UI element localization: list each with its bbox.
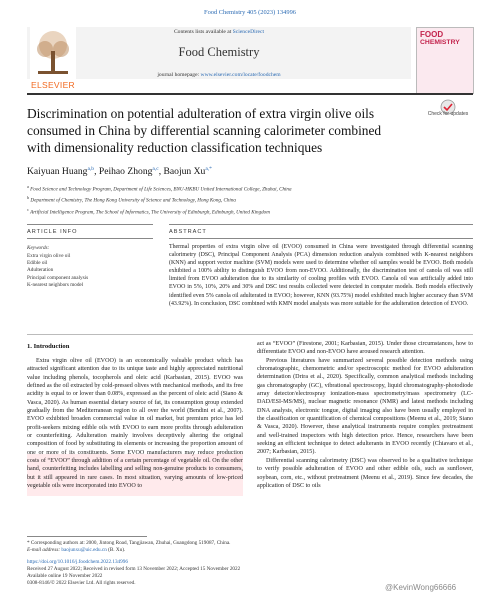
email-link[interactable]: baojunxu@uic.edu.cn: [61, 547, 107, 554]
paragraph: act as “EVOO” (Firestone, 2001; Karbasian, 2015). Under those circumstances, how to differentiate EVOO and non-EVOO have aroused research attention.: [257, 341, 473, 356]
homepage-link[interactable]: www.elsevier.com/locate/foodchem: [200, 72, 281, 78]
abstract-rule: [169, 238, 473, 239]
keyword: K-nearest neighbors model: [27, 281, 84, 288]
keywords-list: [27, 253, 88, 289]
abstract-label: ABSTRACT: [169, 229, 207, 235]
corresponding-author: * Corresponding authors at: 2000, Jintong Road, Tangjiawan, Zhuhai, Guangdong 519087, China.: [27, 540, 231, 546]
abstract-text: Thermal properties of extra virgin olive oil (EVOO) consumed in China were investigated through differential scanning calorimetry (DSC), Principal Component Analysis (PCA) dimension reduction analysis combined with K-nearest neighbors (KNN) and support vector machine (SVM) models were used to determine whether oil samples would be EVOO. Both models exhibited a 100% ability to distinguish EVOO from non-EVOO. Additionally, the discrimination test of canola oil was still limited from EVOO adulteration due to its similarity of cooling profiles with EVOO. Canola oil was artificially added into EVOO in 5%, 10%, 20% and 30% and DSC test results collected were detected in computer models. Both models effectively identified even 5% canola oil adulterated in EVOO; however, KNN (93.75%) model exhibited much higher accuracy than SVM (43.92%). In conclusion, DSC combined with KMN model analysis was more suitable for the adulteration detection of EVOO.: [169, 244, 473, 307]
paragraph: Extra virgin olive oil (EVOO) is an economically valuable product which has attracted significant attention due to its unique taste and highly appreciated nutritional value including phenols, tocopherols and oleic acid (Karbasian, 2015). EVOO was defined as the oil extracted by cold-pressed olives with mechanical methods, and its free acidity is equal to or lower than 0.08%, expressed as the percent of oleic acid (Siano & Vasca, 2020). As human essential dietary source of fat, its consumption group extended gradually from the Mediterranean region to all over the world (Bendini et al., 2007). EVOO exhibited broaden commercial value in oil market, but premium price has led profit-seekers mixing edible oils with EVOO to earn more profits through adulteration or counterfeiting. Adulteration mainly involves deceptively altering the original composition of food by substituting its elements or increasing the proportion amount of one or more of its constituents. Some EVOO manufacturers may reduce production costs of “EVOO” through addition of a certain percentage of vegetable oil. On the other hand, counterfeiting includes labelling and selling non-genuine products to consumers, but it still appeared in rare cases. In most situation, varying amounts of low-priced vegetable oils were incorporated into EVOO to: [27, 358, 243, 490]
article-title: Discrimination on potential adulteration of extra virgin olive oils consumed in China by differential scanning calorimeter combined with dimensionality reduction classification techniques: [27, 106, 382, 155]
doi-link[interactable]: https://doi.org/10.1016/j.foodchem.2022.134996: [27, 558, 128, 565]
info-rule: [27, 238, 153, 239]
author-name[interactable]: Baojun Xu: [163, 166, 206, 178]
body-column-right: [257, 340, 473, 490]
article-info-label: ARTICLE INFO: [27, 229, 78, 235]
elsevier-tree-logo: [30, 27, 76, 79]
affiliations: [27, 183, 473, 217]
affiliation-line: $^b$ Department of Chemistry, The Hong Kong University of Science and Technology, Hong Kong, China: [27, 195, 236, 204]
paragraph: Previous literatures have summarized several possible detection methods using chromatographic, chemometric and/or spectroscopic method for EVOO adulteration determination (Drira et al., 2020). Specifically, common analytical methods including gas chromatography (GC), vibrational spectroscopy, liquid chromatography-photodiode array detector/electrospray ionization-mass spectrometry/mass spectrometry (LC-DAD/ESI-MS/MS), nuclear magnetic resonance (NMR) and latest methods including DNA analysis, electronic tongue, digital imaging also have been usually employed in the classification or quantification of chemical compositions (Meenu et al., 2019; Siano & Vasca, 2020). However, these analytical instruments require complex pretreatment and well-trained inspectors with high detection price. Hence, researchers have been seeking an efficient technique to detect adulterants in EVOO recently (Chiavaro et al., 2007; Karbasian, 2015).: [257, 357, 473, 456]
section-heading-introduction: 1. Introduction: [27, 343, 70, 350]
keyword: Edible oil: [27, 260, 48, 267]
header-rule: [27, 93, 473, 95]
keyword: Adulteration: [27, 267, 54, 274]
author-affil-marker[interactable]: a,c: [152, 166, 159, 172]
paragraph: Differential scanning calorimetry (DSC) was observed to be a qualitative technique to verify possible adulteration of EVOO and other edible oils, such as sunflower, soybean, corn, etc., without pretreatment (Meenu et al., 2019). Since few decades, the application of DSC to oils: [257, 457, 473, 489]
check-updates-label[interactable]: Check for updates: [427, 111, 469, 117]
social-watermark: @KevinWong66666: [385, 583, 457, 592]
keyword: Principal component analysis: [27, 274, 89, 281]
body-rule: [27, 334, 473, 335]
affiliation-line: $^a$ Food Science and Technology Program, Department of Life Sciences, BNU-HKBU United International College, Zhuhai, China: [27, 184, 292, 193]
contents-line: Contents lists available at ScienceDirect: [173, 29, 265, 35]
abstract-rule-top: [169, 224, 473, 225]
cover-title-food: FOOD: [420, 30, 444, 39]
info-rule-top: [27, 224, 153, 225]
sciencedirect-link[interactable]: ScienceDirect: [232, 29, 265, 35]
author-list: Kaiyuan Huang$^{a,b}$, Peihao Zhong$^{a,c}$, Baojun $Xu^{a,*}$: [27, 166, 212, 178]
issn-copyright: 0308-8146/© 2022 Elsevier Ltd. All rights reserved.: [27, 580, 136, 587]
email-line: E-mail address: baojunxu@uic.edu.cn (B. Xu).: [27, 547, 126, 554]
cover-title-chemistry: CHEMISTRY: [420, 39, 460, 46]
footnote-rule: [27, 536, 147, 537]
received-dates: Received 27 August 2022; Received in revised form 13 November 2022; Accepted 15 November 2022: [27, 565, 241, 572]
homepage-line: journal homepage: www.elsevier.com/locate/foodchem: [157, 72, 281, 78]
affiliation-line: $^c$ Artificial Intelligence Program, The School of Informatics, The University of Edinburgh, Edinburgh, United Kingdom: [27, 206, 270, 216]
journal-reference[interactable]: Food Chemistry 405 (2023) 134996: [204, 9, 296, 16]
author-name[interactable]: Kaiyuan Huang: [27, 166, 88, 178]
author-name[interactable]: Peihao Zhong: [98, 166, 153, 178]
journal-title: Food Chemistry: [178, 45, 260, 59]
keywords-title: Keywords:: [27, 245, 50, 251]
keyword: Extra virgin olive oil: [27, 253, 71, 259]
footnotes: [27, 540, 473, 588]
elsevier-wordmark: ELSEVIER: [31, 80, 75, 90]
online-date: Available online 19 November 2022: [27, 573, 103, 580]
author-affil-marker[interactable]: a,b: [87, 166, 95, 172]
author-affil-marker[interactable]: a,*: [205, 166, 212, 172]
body-column-left: [27, 357, 243, 491]
